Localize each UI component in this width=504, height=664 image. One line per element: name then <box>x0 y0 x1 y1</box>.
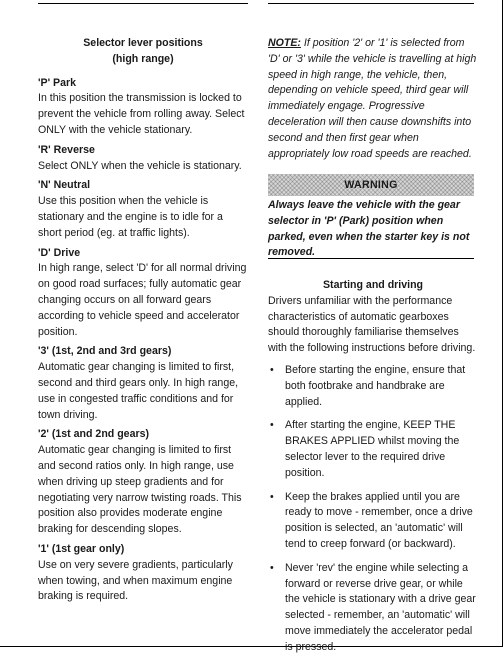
position-neutral <box>38 178 248 241</box>
top-rule-left <box>38 3 248 4</box>
bullet-text: Never 'rev' the engine while selecting a forward or reverse drive gear, or while the vehicle is stationary with a drive gear selected - remember, an 'automatic' will move immediately the accelerator pedal is pressed. <box>285 561 476 653</box>
position-label: 'R' Reverse <box>38 143 95 156</box>
position-first <box>38 542 248 605</box>
position-text: Select ONLY when the vehicle is stationary. <box>38 159 242 172</box>
bullet-icon: • <box>270 561 274 574</box>
position-text: In high range, select 'D' for all normal driving on good road surfaces; fully automatic gear changing occurs on all forward gears according to vehicle speed and accelerator position. <box>38 262 247 338</box>
position-label: '3' (1st, 2nd and 3rd gears) <box>38 345 172 358</box>
position-label: '1' (1st gear only) <box>38 542 125 555</box>
position-reverse <box>38 143 248 175</box>
driving-heading: Starting and driving <box>322 279 424 291</box>
bullet-icon: • <box>270 490 274 503</box>
section-heading <box>38 36 248 68</box>
bullet-icon: • <box>270 363 274 376</box>
list-item <box>268 561 478 656</box>
warning-banner: WARNING <box>268 174 474 196</box>
position-label: 'P' Park <box>38 76 77 89</box>
left-column <box>38 36 248 609</box>
position-drive <box>38 246 248 341</box>
note-text: If position '2' or '1' is selected from 'D' or '3' while the vehicle is travelling at high speed in high range, the vehicle, then, depending on vehicle speed, third gear will immediately engage. Progressive deceleration will then cause downshifts into second and then first gear when appropriately low road speeds are reached. <box>268 37 477 160</box>
position-label: '2' (1st and 2nd gears) <box>38 428 150 441</box>
warning-text: Always leave the vehicle with the gear selector in 'P' (Park) position when parked, even when the starter key is not removed. <box>268 199 470 259</box>
section-divider <box>268 258 474 259</box>
position-text: Use on very severe gradients, particularly when towing, and when maximum engine braking is required. <box>38 558 233 603</box>
position-label: 'D' Drive <box>38 246 81 259</box>
bullet-icon: • <box>270 419 274 432</box>
heading-line-1: Selector lever positions <box>83 37 203 49</box>
position-text: Use this position when the vehicle is stationary and the engine is to idle for a short period (eg. at traffic lights). <box>38 195 223 239</box>
bullet-text: Keep the brakes applied until you are ready to move - remember, once a drive position is selected, an 'automatic' will tend to creep forward (or backward). <box>285 490 473 550</box>
note-label: NOTE: <box>268 37 301 49</box>
position-text: In this position the transmission is locked to prevent the vehicle from rolling away. Select ONLY with the vehicle stationary. <box>38 92 245 136</box>
top-rule-right <box>268 3 474 4</box>
position-text: Automatic gear changing is limited to first, second and third gears only. In high range, use in congested traffic conditions and for town driving. <box>38 361 239 421</box>
list-item <box>268 490 478 553</box>
position-second <box>38 427 248 538</box>
right-column-note <box>268 36 478 162</box>
position-third <box>38 344 248 423</box>
bullet-text: Before starting the engine, ensure that both footbrake and handbrake are applied. <box>285 363 466 408</box>
position-label: 'N' Neutral <box>38 179 91 192</box>
driving-intro: Drivers unfamiliar with the performance characteristics of automatic gearboxes should thoroughly familiarise themselves with the following instructions before driving. <box>268 294 476 355</box>
note-paragraph <box>268 36 478 162</box>
list-item <box>268 363 478 410</box>
position-park <box>38 76 248 139</box>
driving-bullet-list <box>268 363 478 656</box>
list-item <box>268 418 478 481</box>
starting-driving-section <box>268 278 478 664</box>
bullet-text: After starting the engine, KEEP THE BRAKES APPLIED whilst moving the selector lever to the required drive position. <box>285 419 460 479</box>
position-text: Automatic gear changing is limited to first and second ratios only. In high range, use when driving up steep gradients and for negotiating very narrow twisting roads. This position also provides moderate engine braking for descending slopes. <box>38 444 242 536</box>
heading-line-2: (high range) <box>112 52 174 65</box>
